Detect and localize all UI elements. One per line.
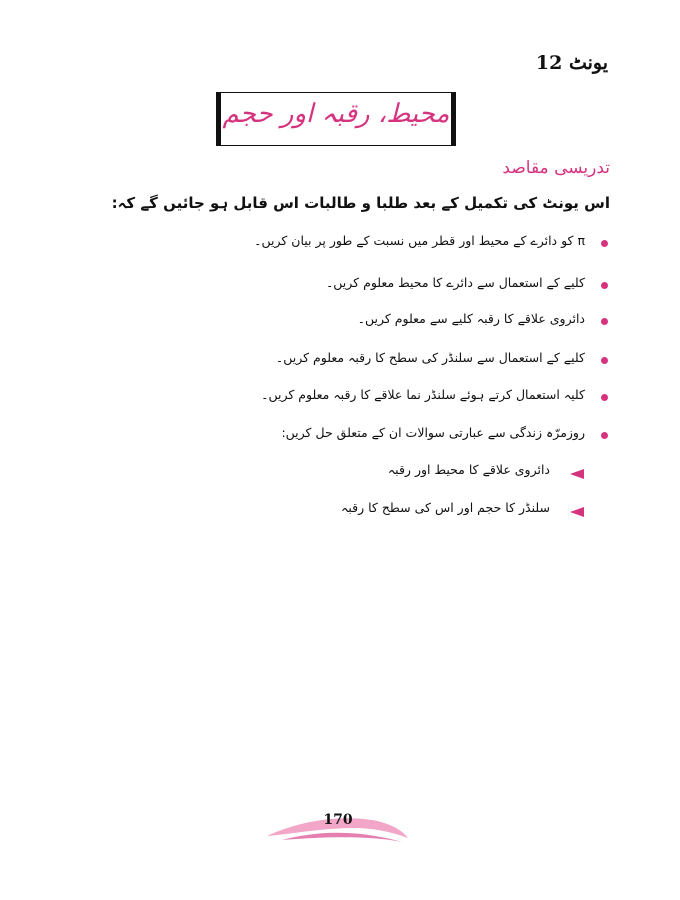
objective-item: دائروی علاقے کا رقبہ کلیے سے معلوم کریں۔ [357, 311, 585, 326]
objective-item: کلیہ استعمال کرتے ہوئے سلنڈر نما علاقے کا رقبہ معلوم کریں۔ [261, 387, 585, 402]
objective-item: کلیے کے استعمال سے دائرے کا محیط معلوم کریں۔ [325, 275, 585, 290]
page-number: 170 [323, 812, 353, 828]
arrow-left-icon [570, 507, 584, 517]
page-title: محیط، رقبہ اور حجم [222, 99, 450, 129]
objective-item: کلیے کے استعمال سے سلنڈر کی سطح کا رقبہ معلوم کریں۔ [275, 350, 585, 365]
bullet-icon [601, 357, 608, 364]
objective-item: روزمرّہ زندگی سے عبارتی سوالات ان کے متعلق حل کریں: [281, 425, 585, 440]
bullet-icon [601, 282, 608, 289]
bullet-icon [601, 432, 608, 439]
objective-sub-item: سلنڈر کا حجم اور اس کی سطح کا رقبہ [341, 500, 550, 515]
objective-item: π کو دائرے کے محیط اور قطر میں نسبت کے طور پر بیان کریں۔ [254, 233, 585, 248]
arrow-left-icon [570, 469, 584, 479]
bullet-icon [601, 318, 608, 325]
objectives-heading: تدریسی مقاصد [502, 158, 610, 178]
bullet-icon [601, 394, 608, 401]
objective-sub-item: دائروی علاقے کا محیط اور رقبہ [387, 462, 550, 477]
title-box [218, 92, 454, 146]
bullet-icon [601, 240, 608, 247]
unit-label: یونٹ 12 [535, 52, 608, 74]
objectives-intro: اس یونٹ کی تکمیل کے بعد طلبا و طالبات اس قابل ہو جائیں گے کہ: [111, 194, 610, 212]
